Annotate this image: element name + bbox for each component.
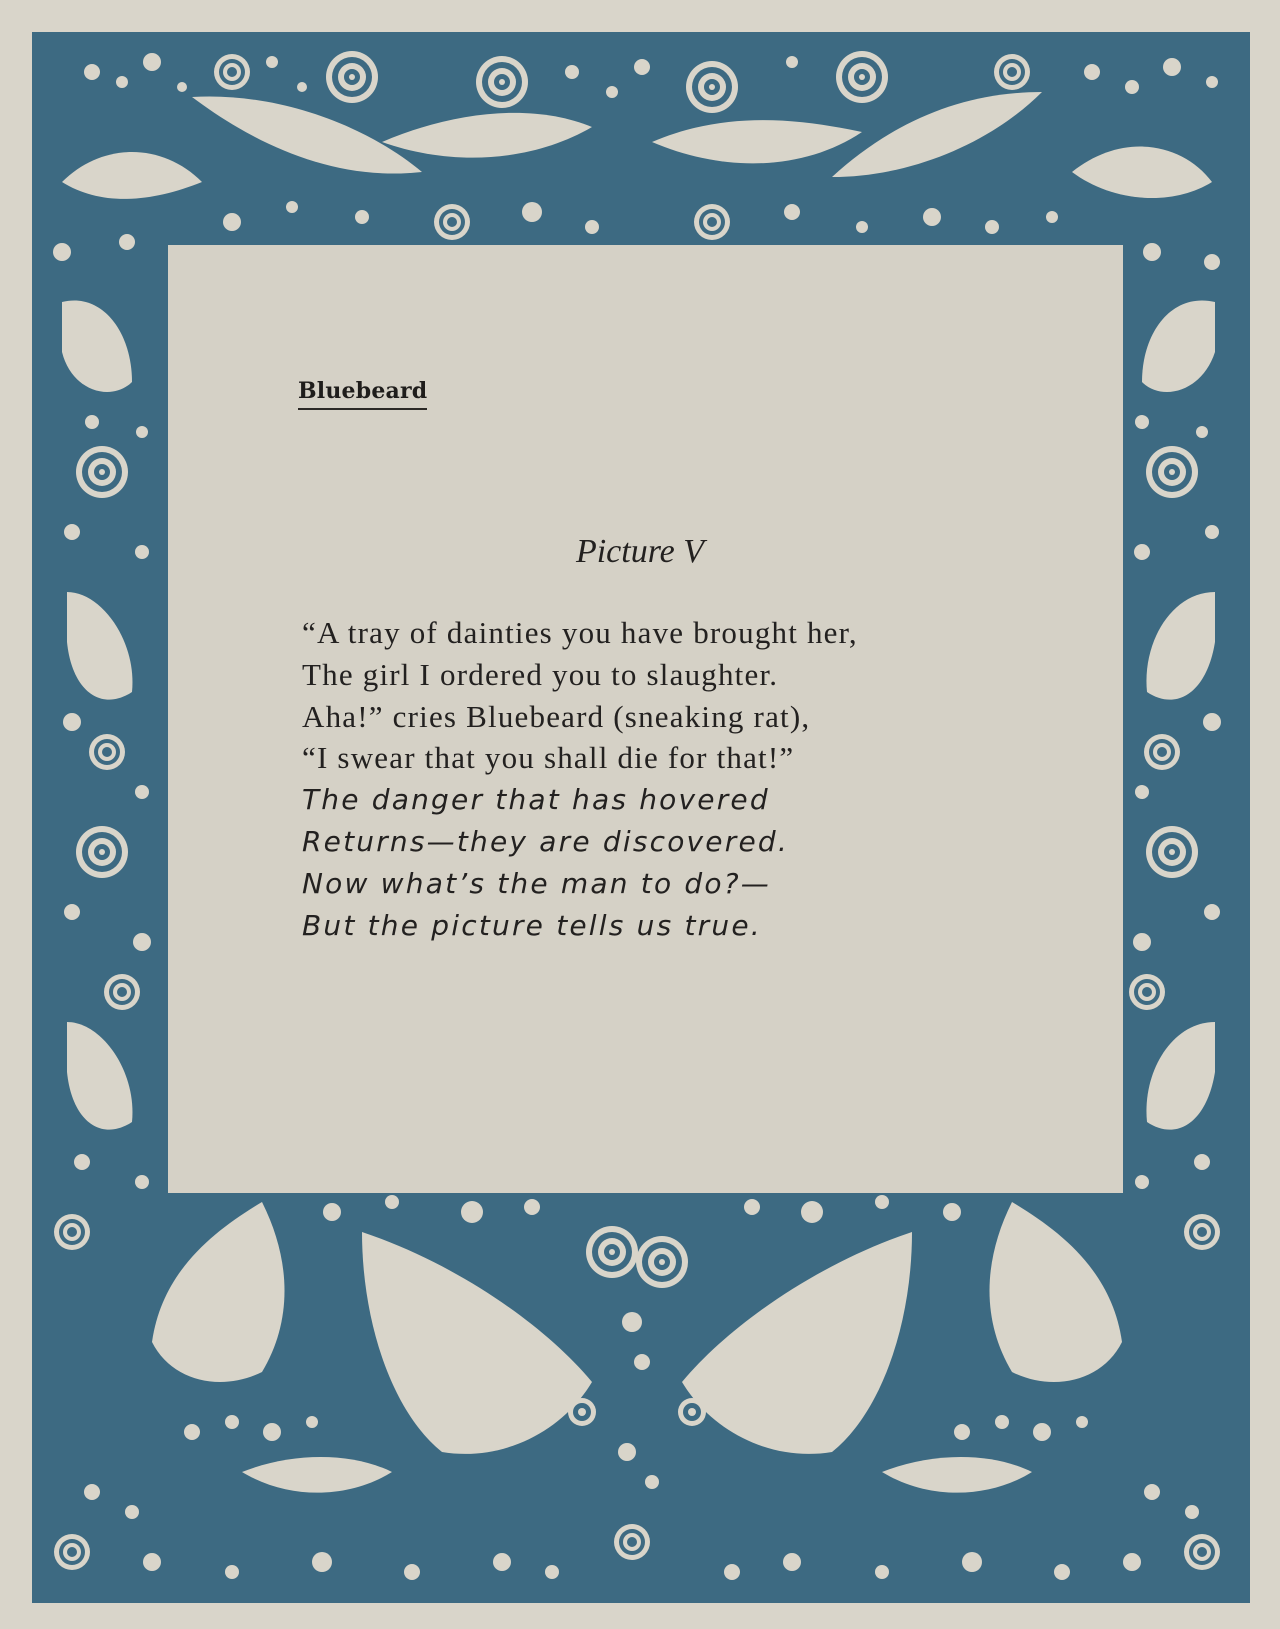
page-heading: Bluebeard	[298, 378, 427, 410]
poem-line: But the picture tells us true.	[302, 908, 762, 942]
poem-line: “A tray of dainties you have brought her,	[302, 615, 858, 650]
poem-stanza	[302, 612, 1122, 946]
poem-line: “I swear that you shall die for that!”	[302, 740, 795, 776]
picture-title: Picture V	[575, 533, 705, 570]
poem-line: Now what’s the man to do?—	[302, 866, 771, 900]
poem-line: The girl I ordered you to slaughter.	[302, 656, 779, 692]
poem-line: The danger that has hovered	[302, 783, 770, 817]
poem-line: Aha!” cries Bluebeard (sneaking rat),	[302, 698, 811, 734]
poem-line: Returns—they are discovered.	[302, 824, 789, 858]
